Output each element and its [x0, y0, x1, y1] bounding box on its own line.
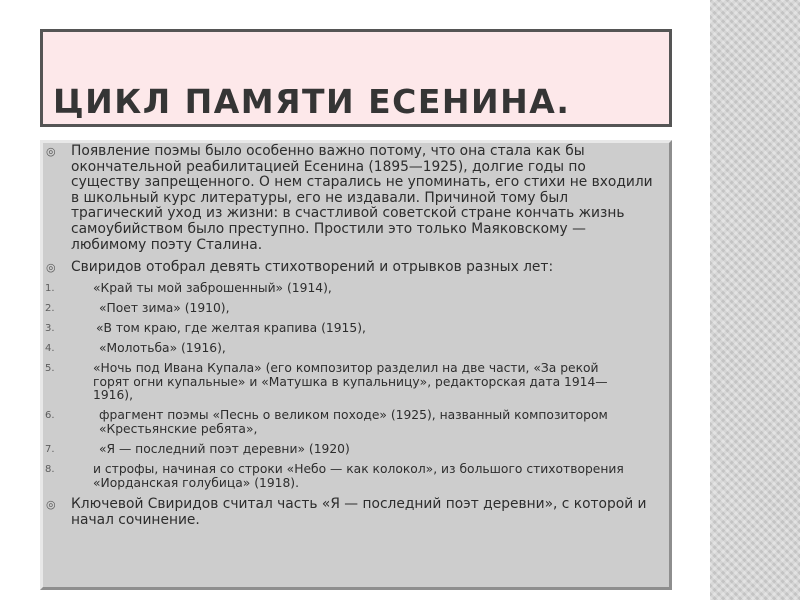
- list-item-text: фрагмент поэмы «Песнь о великом походе» (1925), названный композитором «Крестьянские ребята»,: [99, 408, 608, 436]
- list-item-text: «В том краю, где желтая крапива (1915),: [96, 320, 366, 335]
- list-item: [43, 342, 669, 356]
- list-number: 1.: [45, 282, 55, 294]
- list-item-text: «Поет зима» (1910),: [99, 300, 230, 315]
- bullet-icon: ◎: [46, 498, 56, 512]
- paragraph-text: Ключевой Свиридов считал часть «Я — последний поэт деревни», с которой и начал сочинение.: [71, 496, 647, 528]
- list-number: 6.: [45, 410, 55, 422]
- bullet-icon: ◎: [46, 145, 56, 158]
- list-item-text: «Ночь под Ивана Купала» (его композитор разделил на две части, «За рекой горят огни купальные» и «Матушка в купальницу», редакторская дата 1914—1916),: [93, 361, 608, 403]
- paragraph-text: Свиридов отобрал девять стихотворений и отрывков разных лет:: [71, 259, 554, 276]
- list-number: 5.: [45, 363, 55, 375]
- decorative-stripe: [710, 0, 800, 600]
- list-item: [43, 302, 669, 316]
- title-box: [40, 29, 672, 127]
- list-item: [43, 463, 669, 490]
- list-number: 3.: [45, 322, 55, 334]
- list-item: [43, 282, 669, 296]
- bullet-icon: ◎: [46, 261, 56, 275]
- paragraph-text: Появление поэмы было особенно важно потому, что она стала как бы окончательной реабилитацией Есенина (1895—1925), долгие годы по существу запрещенного. О нем старались не упоминать, его стихи не входили в школьный курс литературы, его не издавали. Причиной тому был трагический уход из жизни: в счастливой советской стране кончать жизнь самоубийством было преступно. Простили это только Маяковскому — любимому поэту Сталина.: [71, 143, 653, 253]
- slide-title: ЦИКЛ ПАМЯТИ ЕСЕНИНА.: [53, 82, 571, 121]
- content-box: [40, 140, 672, 590]
- content-text: [43, 144, 669, 529]
- list-item-text: «Молотьба» (1916),: [99, 341, 226, 356]
- paragraph-selection: [43, 260, 669, 276]
- paragraph-intro: [43, 144, 669, 253]
- list-item-text: и строфы, начиная со строки «Небо — как колокол», из большого стихотворения «Иорданская голубица» (1918).: [93, 462, 624, 490]
- list-number: 2.: [45, 302, 55, 314]
- list-number: 4.: [45, 343, 55, 355]
- list-number: 7.: [45, 444, 55, 456]
- paragraph-conclusion: [43, 497, 669, 528]
- list-item-text: «Я — последний поэт деревни» (1920): [99, 442, 350, 457]
- list-item: [43, 443, 669, 457]
- list-number: 8.: [45, 464, 55, 476]
- list-item-text: «Край ты мой заброшенный» (1914),: [93, 280, 332, 295]
- list-item: [43, 322, 669, 336]
- list-item: [43, 409, 669, 436]
- list-item: [43, 362, 669, 403]
- poem-list: [43, 282, 669, 491]
